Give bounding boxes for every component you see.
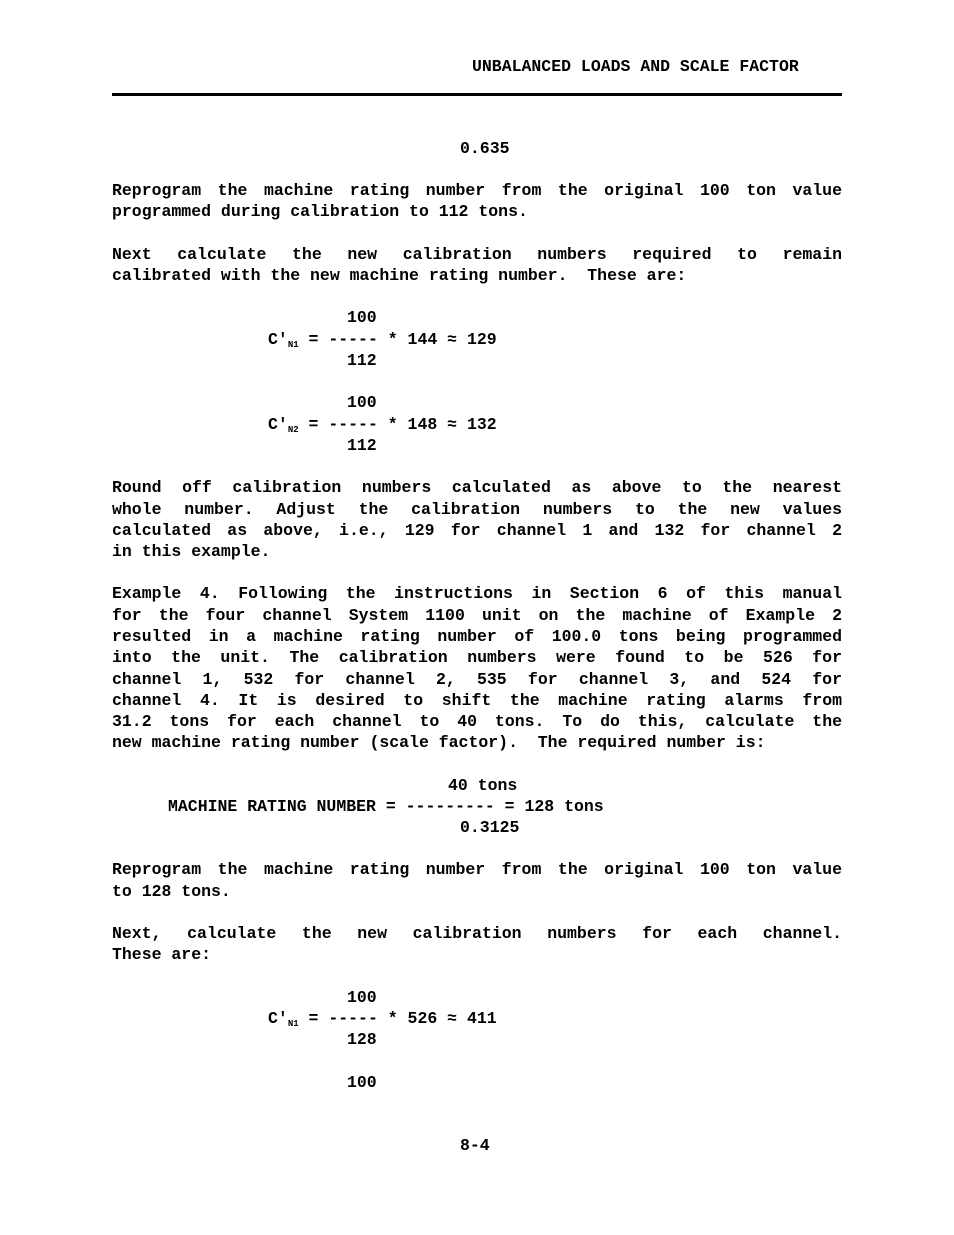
page-number: 8-4	[460, 1136, 490, 1155]
header-rule	[112, 93, 842, 96]
equation-partial-numerator: 100	[347, 1073, 377, 1092]
top-value: 0.635	[460, 139, 510, 158]
page-header: UNBALANCED LOADS AND SCALE FACTOR	[472, 57, 799, 76]
